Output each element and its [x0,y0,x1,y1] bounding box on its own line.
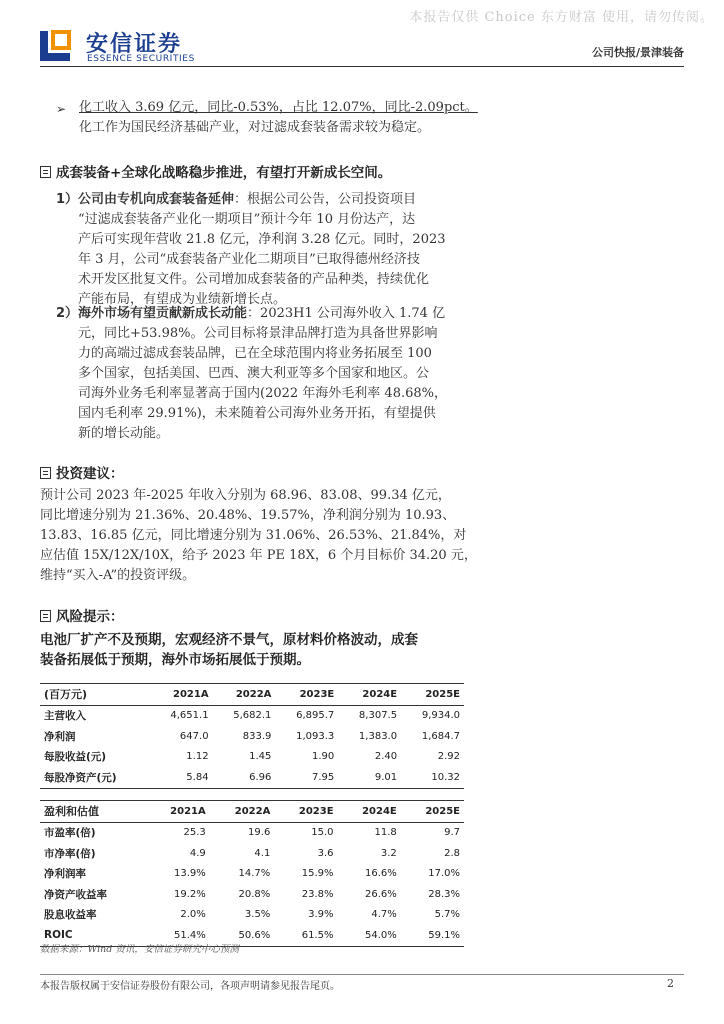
table-cell: 19.6 [248,827,271,839]
table-cell: 50.6% [210,925,275,946]
table-cell: 15.0 [311,827,334,839]
table-cell: 20.8% [238,888,271,900]
table-cell: 7.95 [275,767,338,788]
row-label: 净利润率 [44,868,86,881]
intro-line-2: 化工作为国民经济基础产业，对过滤成套装备需求较为稳定。 [79,120,431,135]
table-cell: 59.1% [401,925,464,946]
table-header-cell: 2022A [210,801,275,823]
section-title-growth: 成套装备+全球化战略稳步推进，有望打开新成长空间。 [40,161,391,181]
table-cell: 5,682.1 [233,710,272,722]
row-label: 市净率(倍) [44,847,96,860]
risk-text: 电池厂扩产不及预期，宏观经济不景气，原材料价格波动，成套 装备拓展低于预期，海外市场拓展低于预期。 [40,632,418,668]
table-cell: 54.0% [338,925,401,946]
table-cell: 4.9 [189,847,206,859]
table-cell: 1,093.3 [296,730,335,742]
logo-text: 安信证券 [86,32,183,57]
table-cell: 10.32 [401,767,464,788]
recommendation-text: 预计公司 2023 年-2025 年收入分别为 68.96、83.08、99.34 亿元， 同比增速分别为 21.36%、20.48%、19.57%，净利润分别为 10.93、 13.83、16.85 亿元，同比增速分别为 31.06%、26.53%、21.84%，对 应估值 15X/12X/10X，给予 2023 年 PE 18X，6 个月目标价 34.20 元， 维持“买入-A”的投资评级。 [40,488,477,583]
table-cell: 833.9 [242,730,272,742]
table-header-row [40,801,464,823]
footer-divider [40,974,684,975]
table-row [40,705,464,726]
row-label: ROIC [40,925,145,946]
table-cell: 26.6% [364,888,397,900]
table-cell: 1.90 [311,751,335,763]
section-title-risk: 风险提示： [40,605,124,625]
table-header-cell: 2022A [213,684,276,706]
table-cell: 9.01 [338,767,401,788]
table-cell: 15.9% [301,868,334,880]
table-cell: 3.9% [308,909,334,921]
page-number: 2 [667,977,674,990]
table-header-cell: 2023E [274,801,337,823]
bullet-icon: ➢ [56,102,67,116]
table-header-cell: 2025E [401,684,464,706]
table-header-row [40,684,464,706]
table-cell: 28.3% [428,888,460,900]
table-header-cell: 2025E [401,801,464,823]
table-cell: 1.45 [249,751,272,763]
table-cell: 11.8 [374,827,397,839]
table-cell: 16.6% [364,868,397,880]
row-label: 净资产收益率 [44,888,107,901]
row-label: 每股净资产(元) [40,767,150,788]
financials-table [40,683,464,789]
valuation-table [40,800,464,947]
section-icon [40,166,51,178]
row-label: 市盈率(倍) [44,827,96,840]
table-cell: 1,383.0 [358,730,398,742]
table-row [40,747,464,768]
table-cell: 647.0 [179,730,209,742]
table-cell: 5.7% [434,909,460,921]
table-row [40,905,464,926]
table-cell: 61.5% [274,925,337,946]
table-cell: 51.4% [145,925,210,946]
table-cell: 4.7% [371,909,397,921]
table-header-cell: 2024E [338,684,401,706]
report-type: 公司快报/景津装备 [591,46,684,59]
table-cell: 13.9% [173,868,206,880]
table-cell: 4,651.1 [170,710,209,722]
table-cell: 1.12 [186,751,209,763]
footer-disclaimer: 本报告版权属于安信证券股份有限公司，各项声明请参见报告尾页。 [40,981,340,992]
table-row [40,864,464,885]
table-cell: 9.7 [444,827,460,839]
data-source: 数据来源：Wind 资讯，安信证券研究中心预测 [40,944,239,955]
table-header-cell: 盈利和估值 [40,801,145,823]
table-cell: 6.96 [213,767,276,788]
row-label: 净利润 [44,730,76,743]
row-label: 股息收益率 [44,909,97,922]
growth-item-2: 2）海外市场有望贡献新成长动能：2023H1 公司海外收入 1.74 亿 元，同比+53.98%。公司目标将景津品牌打造为具备世界影响 力的高端过滤成套装品牌，已在全球范围内将业务拓展至 100 多个国家，包括美国、巴西、澳大利亚等多个国家和地区。公 司海外业务毛利率显著高于国内(2022 年海外毛利率 48.68%， 国内毛利率 29.91%)，未来随着公司海外业务开拓，有望提供 新的增长动能。 [56,306,447,441]
header-divider [40,66,684,67]
row-label: 每股收益(元) [44,751,107,764]
table-cell: 3.2 [380,847,397,859]
section-title-recommendation: 投资建议： [40,462,124,482]
table-cell: 8,307.5 [358,710,398,722]
logo-subtext: ESSENCE SECURITIES [87,54,195,64]
watermark: 本报告仅供 Choice 东方财富 使用，请勿传阅。 [409,10,714,25]
table-row [40,884,464,905]
table-header-cell: 2021A [150,684,213,706]
table-row [40,726,464,747]
table-cell: 2.0% [180,909,206,921]
table-header-cell: 2021A [145,801,210,823]
table-cell: 19.2% [173,888,206,900]
table-cell: 14.7% [238,868,271,880]
row-label: 主营收入 [44,710,86,723]
table-cell: 9,934.0 [421,710,460,722]
section-icon [40,467,51,479]
table-cell: 3.6 [317,847,334,859]
section-icon [40,610,51,622]
table-cell: 2.40 [374,751,398,763]
table-header-cell: 2024E [338,801,401,823]
growth-item-1: 1）公司由专机向成套装备延伸：根据公司公告，公司投资项目 “过滤成套装备产业化一期项目”预计今年 10 月份达产，达 产后可实现年营收 21.8 亿元，净利润 3.28 亿元。同时，2023 年 3 月，公司“成套装备产业化二期项目”已取得德州经济技 术开发区批复文件。公司增加成套装备的产品种类，持续优化 产能布局，有望成为业绩新增长点。 [56,192,446,307]
table-cell: 2.92 [437,751,460,763]
table-row [40,822,464,843]
table-cell: 1,684.7 [421,730,460,742]
table-cell: 17.0% [428,868,460,880]
table-cell: 23.8% [301,888,334,900]
table-row [40,767,464,788]
table-row [40,843,464,864]
table-cell: 25.3 [183,827,206,839]
table-cell: 5.84 [150,767,213,788]
intro-line-1: 化工收入 3.69 亿元，同比-0.53%，占比 12.07%，同比-2.09pct。 [79,100,478,115]
table-header-cell: (百万元) [40,684,150,706]
table-cell: 2.8 [444,847,460,859]
table-cell: 4.1 [254,847,271,859]
logo-icon [40,27,74,61]
table-cell: 3.5% [244,909,271,921]
table-header-cell: 2023E [275,684,338,706]
table-cell: 6,895.7 [296,710,335,722]
